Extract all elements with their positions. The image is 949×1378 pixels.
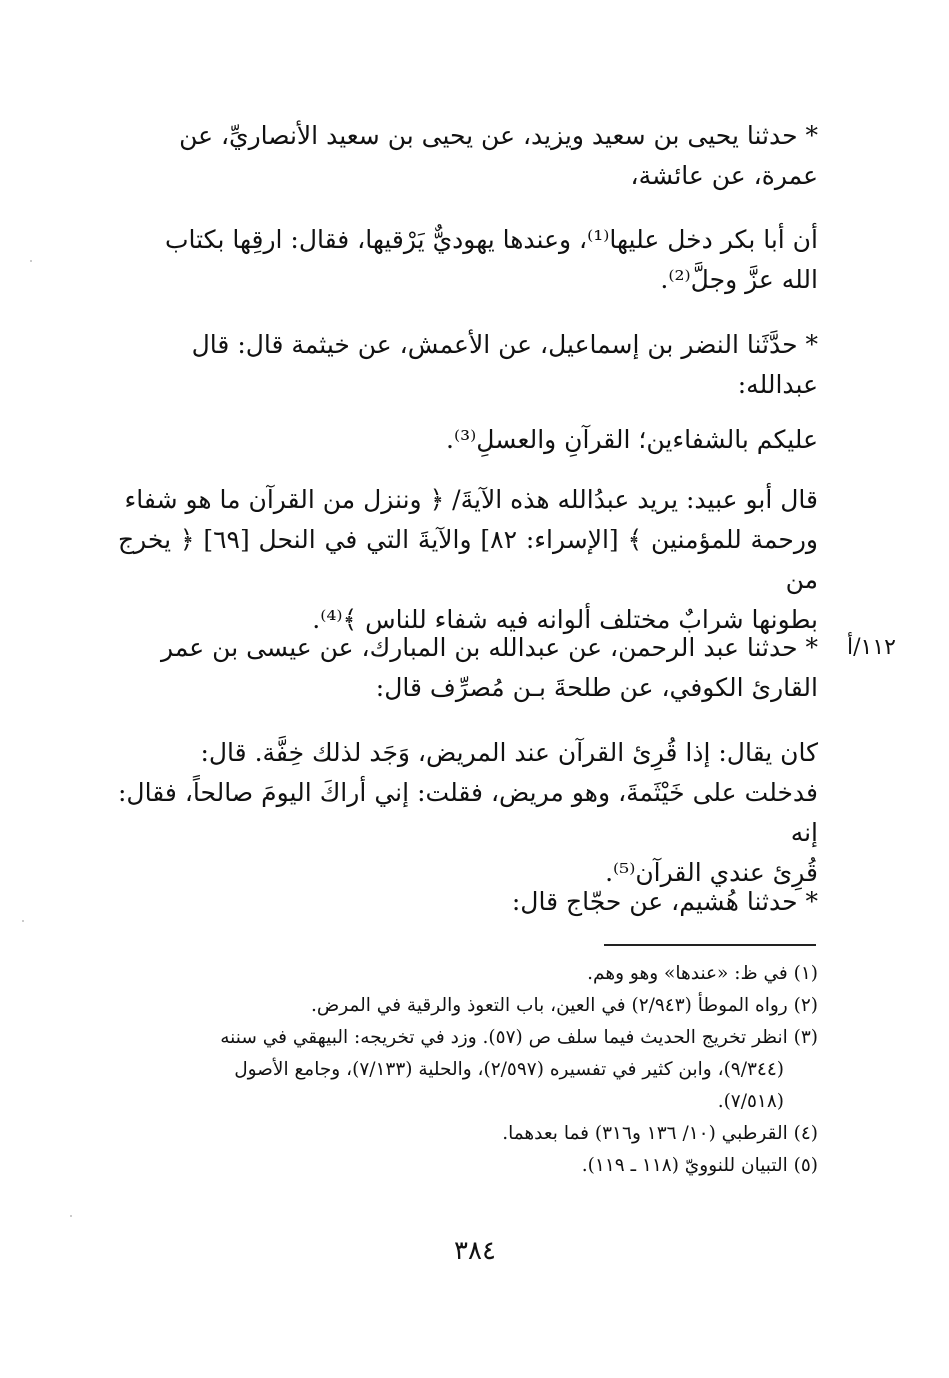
- footnote-separator: [604, 944, 816, 946]
- text-line: عبدالله:: [737, 370, 818, 399]
- paragraph-hadith-3: [118, 628, 818, 708]
- text-line: * حدَّثَنا النضر بن إسماعيل، عن الأعمش، عن خيثمة قال: قال: [191, 330, 818, 359]
- paragraph-commentary: [118, 480, 818, 640]
- page-number: ٣٨٤: [454, 1236, 496, 1266]
- footnote-5: (٥) التبيان للنوويّ (١١٨ ـ ١١٩).: [581, 1155, 818, 1176]
- scan-speck: [70, 1215, 72, 1217]
- text-line: ورحمة للمؤمنين ﴾ [الإسراء: ٨٢] والآيةَ التي في النحل [٦٩] ﴿ يخرج من: [118, 525, 818, 594]
- footnote-3: (٣) انظر تخريج الحديث فيما سلف ص (٥٧). وزد في تخريجه: البيهقي في سننه: [220, 1027, 818, 1048]
- text-line: * حدثنا هُشيم، عن حجّاج قال:: [511, 887, 818, 916]
- folio-margin-note: ١١٢/أ: [847, 635, 896, 660]
- paragraph-matn-1: [118, 220, 818, 300]
- footnote-3-cont: (٧/٥١٨).: [717, 1091, 784, 1112]
- footnotes: [118, 958, 818, 1182]
- scan-speck: [22, 920, 24, 922]
- footnote-4: (٤) القرطبي (١٠/ ١٣٦ و٣١٦) فما بعدهما.: [502, 1123, 818, 1144]
- paragraph-hadith-1: [118, 116, 818, 196]
- text-line: قال أبو عبيد: يريد عبدُالله هذه الآيةَ/ ﴿ وننزل من القرآن ما هو شفاء: [124, 485, 818, 514]
- text-line: عمرة، عن عائشة،: [630, 161, 818, 190]
- paragraph-hadith-4: [118, 882, 818, 922]
- footnote-1: (١) في ظ: «عندها» وهو وهم.: [587, 963, 818, 984]
- paragraph-hadith-2: [118, 325, 818, 405]
- text-line: فدخلت على خَيْثَمةَ، وهو مريض، فقلت: إني أراكَ اليومَ صالحاً، فقال: إنه: [118, 778, 818, 847]
- text-line: بطونها شرابٌ مختلف ألوانه فيه شفاء للناس ﴾⁽⁴⁾.: [312, 605, 818, 634]
- footnote-2: (٢) رواه الموطأ (٢/٩٤٣) في العين، باب التعوذ والرقية في المرض.: [310, 995, 818, 1016]
- paragraph-matn-2: [118, 420, 818, 460]
- text-line: قُرِئ عندي القرآن⁽⁵⁾.: [605, 858, 818, 887]
- footnote-3-cont: (٩/٣٤٤)، وابن كثير في تفسيره (٢/٥٩٧)، والحلية (٧/١٣٣)، وجامع الأصول: [234, 1059, 784, 1080]
- scan-speck: [30, 260, 32, 262]
- text-line: * حدثنا يحيى بن سعيد ويزيد، عن يحيى بن سعيد الأنصاريِّ، عن: [179, 121, 818, 150]
- text-line: القارئ الكوفي، عن طلحةَ بـن مُصرِّف قال:: [375, 673, 818, 702]
- text-line: * حدثنا عبد الرحمن، عن عبدالله بن المبارك، عن عيسى بن عمر: [161, 633, 818, 662]
- text-line: الله عزَّ وجلَّ⁽²⁾.: [660, 265, 818, 294]
- text-line: عليكم بالشفاءين؛ القرآنِ والعسلِ⁽³⁾.: [446, 425, 818, 454]
- paragraph-matn-3: [118, 733, 818, 893]
- text-line: كان يقال: إذا قُرِئ القرآن عند المريض، وَجَد لذلك خِفَّة. قال:: [200, 738, 818, 767]
- text-line: أن أبا بكر دخل عليها⁽¹⁾، وعندها يهوديٌّ يَرْقيها، فقال: ارقِها بكتاب: [164, 225, 818, 254]
